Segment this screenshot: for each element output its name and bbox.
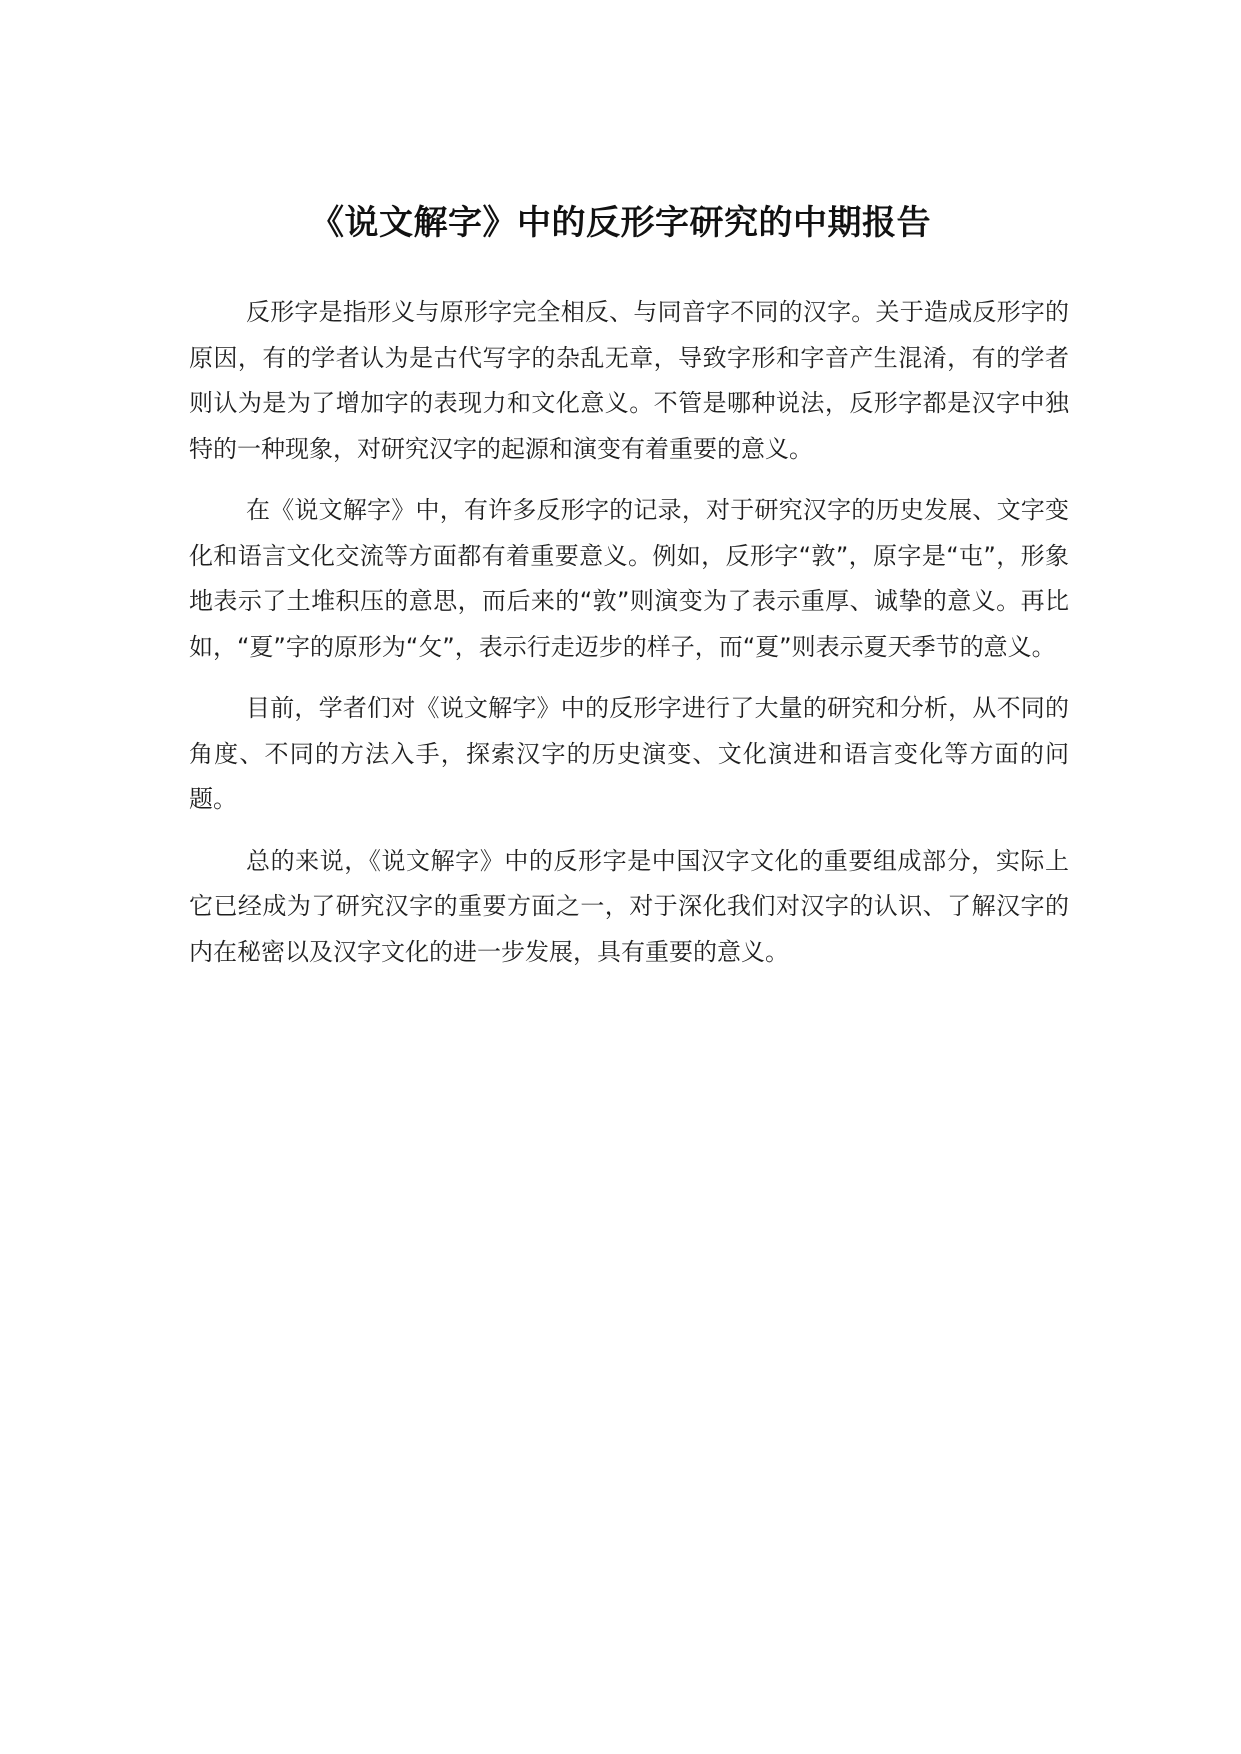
paragraph-1: 反形字是指形义与原形字完全相反、与同音字不同的汉字。关于造成反形字的原因，有的学者认为是古代写字的杂乱无章，导致字形和字音产生混淆，有的学者则认为是为了增加字的表现力和文化意义。不管是哪种说法，反形字都是汉字中独特的一种现象，对研究汉字的起源和演变有着重要的意义。 (189, 298, 1069, 463)
paragraph-3: 目前，学者们对《说文解字》中的反形字进行了大量的研究和分析，从不同的角度、不同的方法入手，探索汉字的历史演变、文化演进和语言变化等方面的问题。 (189, 694, 1069, 813)
paragraph-2: 在《说文解字》中，有许多反形字的记录，对于研究汉字的历史发展、文字变化和语言文化交流等方面都有着重要意义。例如，反形字“敦”，原字是“屯”，形象地表示了土堆积压的意思，而后来的“敦”则演变为了表示重厚、诚挚的意义。再比如，“夏”字的原形为“攵”，表示行走迈步的样子，而“夏”则表示夏天季节的意义。 (189, 496, 1069, 661)
document-title: 《说文解字》中的反形字研究的中期报告 (310, 202, 931, 243)
document-body (189, 290, 1069, 991)
paragraph-4: 总的来说，《说文解字》中的反形字是中国汉字文化的重要组成部分，实际上它已经成为了研究汉字的重要方面之一，对于深化我们对汉字的认识、了解汉字的内在秘密以及汉字文化的进一步发展，具有重要的意义。 (189, 846, 1069, 966)
